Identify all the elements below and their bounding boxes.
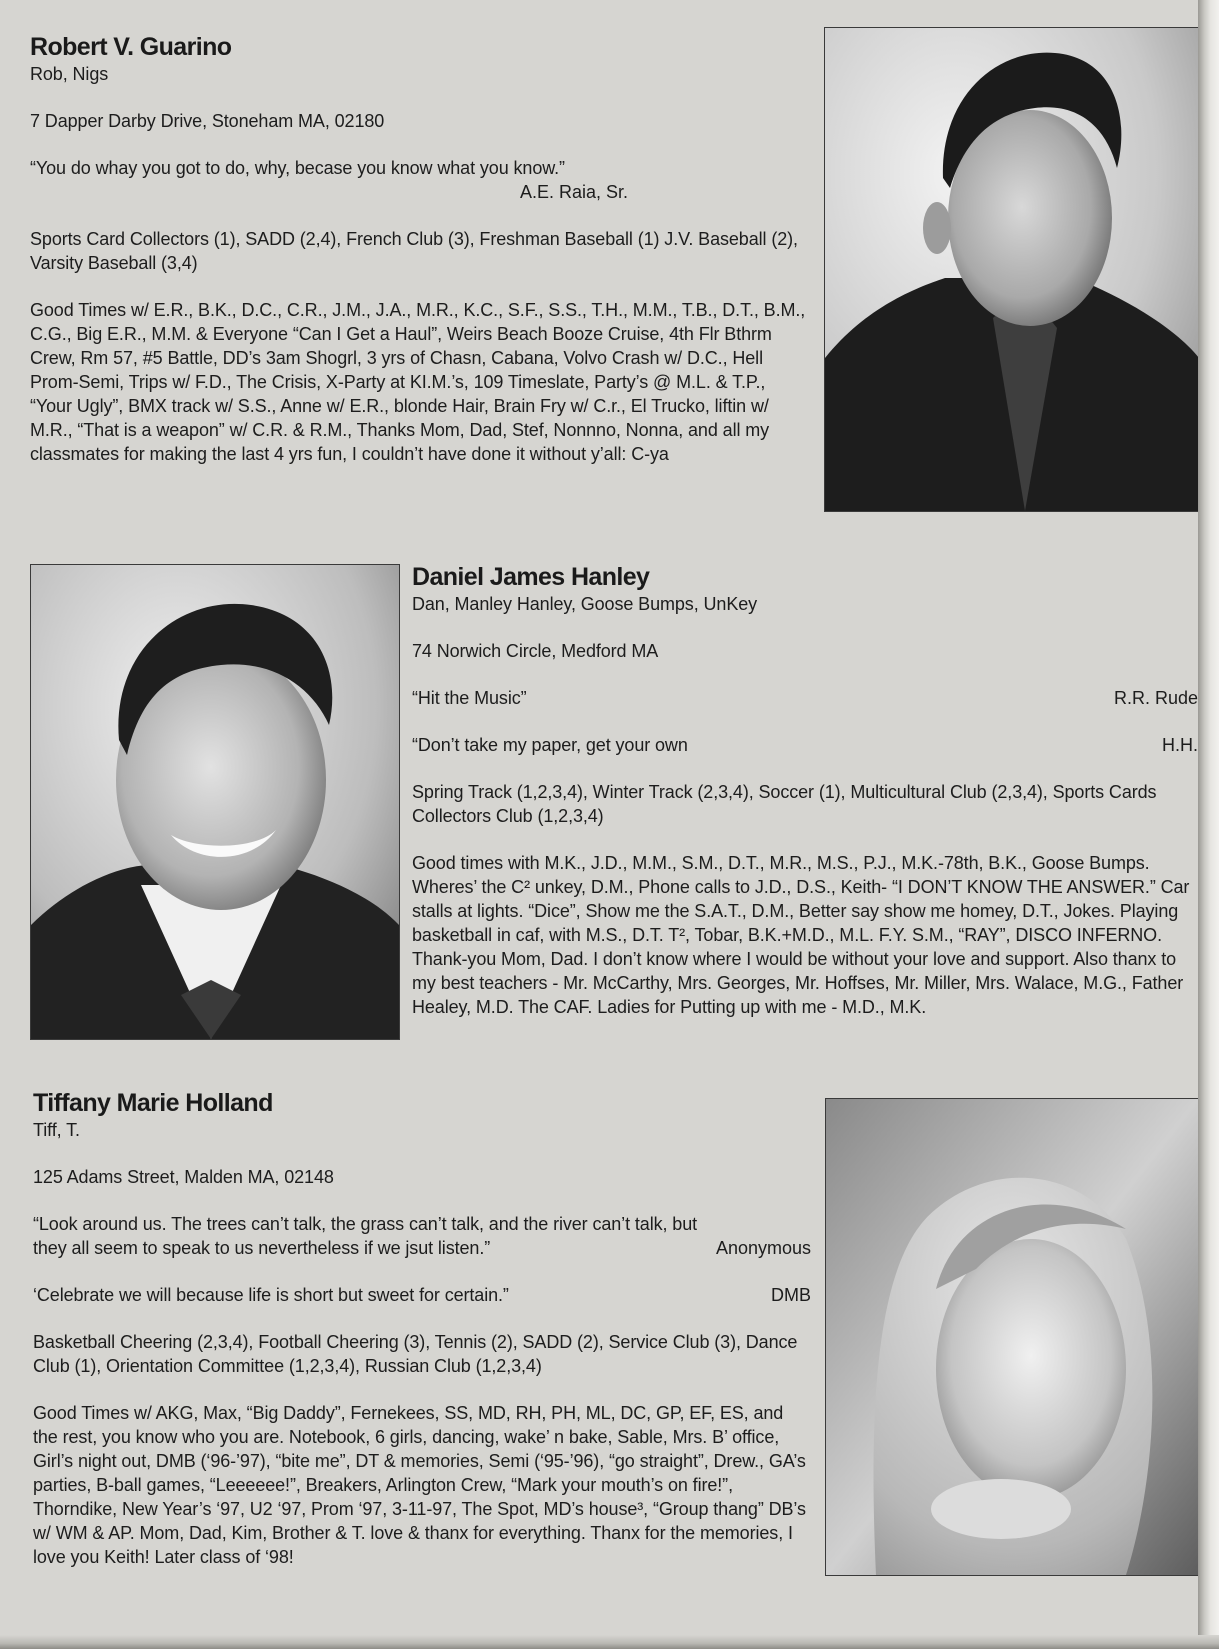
senior-entry-guarino (30, 32, 810, 466)
senior-entry-holland (33, 1088, 811, 1569)
quote-author: H.H. (1162, 735, 1198, 755)
senior-quote (33, 1212, 811, 1260)
portrait-image (826, 1099, 1198, 1575)
portrait-photo-guarino (824, 27, 1200, 512)
student-activities: Basketball Cheering (2,3,4), Football Cheering (3), Tennis (2), SADD (2), Service Club (3), Dance Club (1), Orientation Committee (1,2,3,4), Russian Club (1,2,3,4) (33, 1332, 798, 1376)
portrait-photo-hanley (30, 564, 400, 1040)
page-binding-edge (1198, 0, 1219, 1649)
quote-author: DMB (771, 1285, 811, 1305)
quote-text: ‘Celebrate we will because life is short but sweet for certain.” (33, 1285, 509, 1305)
student-activities: Spring Track (1,2,3,4), Winter Track (2,3,4), Soccer (1), Multicultural Club (2,3,4), Sports Cards Collectors Club (1,2,3,4) (412, 782, 1157, 826)
portrait-photo-holland (825, 1098, 1199, 1576)
portrait-image (825, 28, 1199, 511)
senior-quote (30, 156, 640, 204)
student-nickname: Tiff, T. (33, 1120, 80, 1140)
student-memories: Good Times w/ E.R., B.K., D.C., C.R., J.M., J.A., M.R., K.C., S.F., S.S., T.H., M.M., T.B., D.T., B.M., C.G., Big E.R., M.M. & Everyone “Can I Get a Haul”, Weirs Beach Booze Cruise, 4th Flr Bthrm Crew, Rm 57, #5 Battle, DD’s 3am Shogrl, 3 yrs of Chasn, Cabana, Volvo Crash w/ D.C., Hell Prom-Semi, Trips w/ F.D., The Crisis, X-Party at KI.M.’s, 109 Timeslate, Party’s @ M.L. & T.P., “Your Ugly”, BMX track w/ S.S., Anne w/ E.R., blonde Hair, Brain Fry w/ C.r., El Trucko, liftin w/ M.R., “That is a weapon” w/ C.R. & R.M., Thanks Mom, Dad, Stef, Nonnno, Nonna, and all my classmates for making the last 4 yrs fun, I couldn’t have done it without y’all: C-ya (30, 300, 806, 464)
student-nickname: Dan, Manley Hanley, Goose Bumps, UnKey (412, 594, 758, 614)
student-memories: Good times with M.K., J.D., M.M., S.M., D.T., M.R., M.S., P.J., M.K.-78th, B.K., Goose Bumps. Wheres’ the C² unkey, D.M., Phone calls to J.D., D.S., Keith- “I DON’T KNOW THE ANSWER.” Car stalls at lights. “Dice”, Show me the S.A.T., D.M., Better say show me homey, D.T., Jokes. Playing basketball in caf, with M.S., D.T. T², Tobar, B.K.+M.D., M.L. F.Y. S.M., “RAY”, DISCO INFERNO. Thank-you Mom, Dad. I don’t know where I would be without your love and support. Also thanx to my best teachers - Mr. McCarthy, Mrs. Georges, Mr. Hoffses, Mr. Miller, Mrs. Walace, M.G., Father Healey, M.D. The CAF. Ladies for Putting up with me - M.D., M.K. (412, 853, 1190, 1017)
senior-quote (412, 733, 1198, 757)
quote-text: “You do whay you got to do, why, becase you know what you know.” (30, 158, 565, 178)
quote-text: “Don’t take my paper, get your own (412, 735, 688, 755)
student-memories: Good Times w/ AKG, Max, “Big Daddy”, Fernekees, SS, MD, RH, PH, ML, DC, GP, EF, ES, and the rest, you know who you are. Notebook, 6 girls, dancing, wake’ n bake, Sable, Mrs. B’ office, Girl’s night out, DMB (‘96-’97), “bite me”, DT & memories, Semi (‘95-’96), “go straight”, Drew., GA’s parties, B-ball games, “Leeeeee!”, Breakers, Arlington Crew, “Mark your mouth’s on fire!”, Thorndike, New Year’s ‘97, U2 ‘97, Prom ‘97, 3-11-97, The Spot, MD’s house³, “Group thang” DB’s w/ WM & AP. Mom, Dad, Kim, Brother & T. love & thanx for everything. Thanx for the memories, I love you Keith! Later class of ‘98! (33, 1403, 806, 1567)
quote-author: A.E. Raia, Sr. (520, 182, 629, 202)
student-address: 7 Dapper Darby Drive, Stoneham MA, 02180 (30, 111, 385, 131)
page-bottom-edge (0, 1635, 1219, 1649)
quote-text: “Hit the Music” (412, 688, 527, 708)
quote-author: R.R. Rude (1113, 688, 1198, 708)
student-name: Tiffany Marie Holland (33, 1089, 273, 1117)
portrait-image (31, 565, 399, 1039)
student-address: 74 Norwich Circle, Medford MA (412, 641, 659, 661)
student-nickname: Rob, Nigs (30, 64, 109, 84)
senior-entry-hanley (412, 562, 1198, 1019)
quote-author: Anonymous (715, 1238, 811, 1258)
quote-text: “Look around us. The trees can’t talk, the grass can’t talk, and the river can’t talk, but they all seem to speak to us nevertheless if we jsut listen.” (33, 1214, 698, 1258)
senior-quote (412, 686, 1198, 710)
student-name: Daniel James Hanley (412, 563, 650, 591)
student-activities: Sports Card Collectors (1), SADD (2,4), French Club (3), Freshman Baseball (1) J.V. Baseball (2), Varsity Baseball (3,4) (30, 229, 798, 273)
senior-quote (33, 1283, 811, 1307)
student-name: Robert V. Guarino (30, 33, 232, 61)
student-address: 125 Adams Street, Malden MA, 02148 (33, 1167, 334, 1187)
